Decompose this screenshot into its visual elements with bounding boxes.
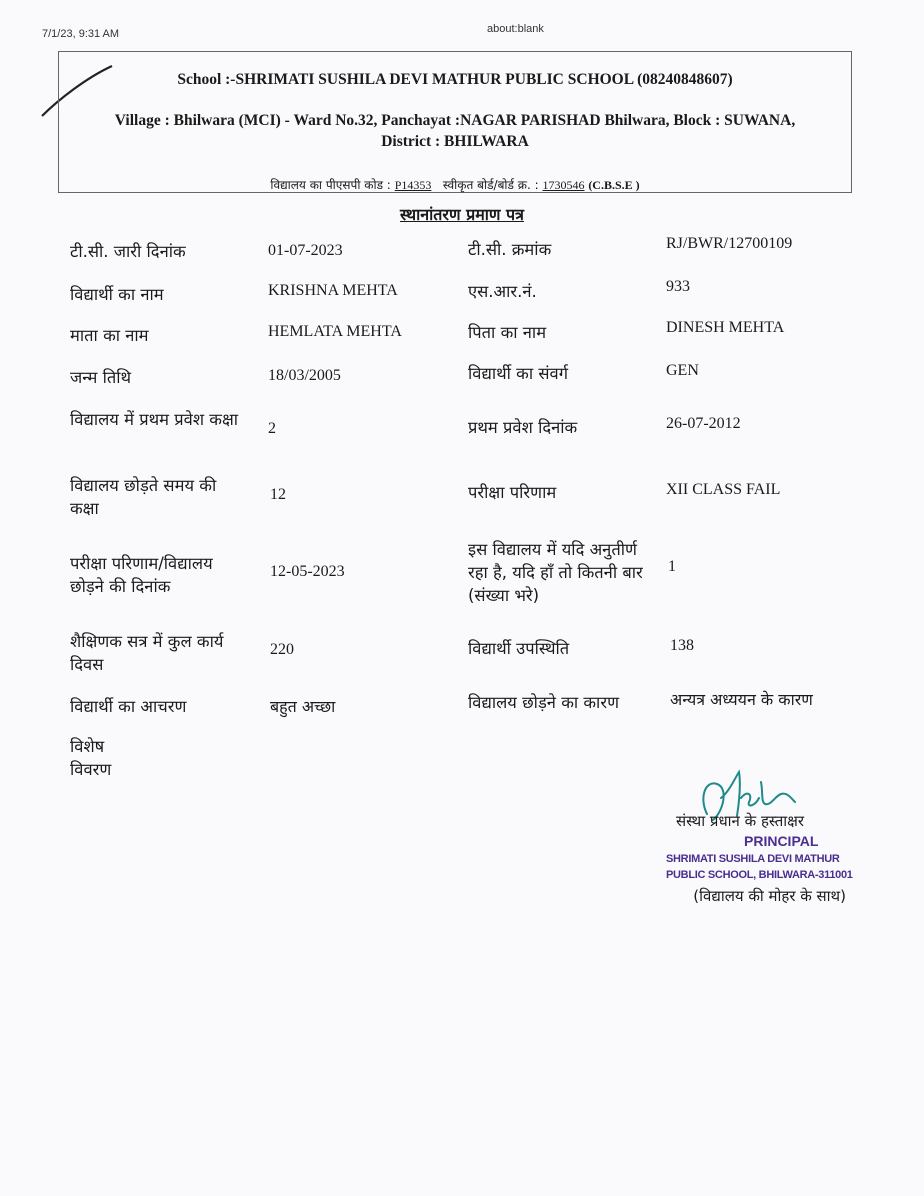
- tc-issue-date-label: टी.सी. जारी दिनांक: [70, 242, 186, 261]
- leaving-reason-value: अन्यत्र अध्ययन के कारण: [670, 690, 813, 709]
- leaving-class-value: 12: [270, 486, 286, 503]
- category-label: विद्यार्थी का संवर्ग: [468, 364, 568, 383]
- times-failed-label: इस विद्यालय में यदि अनुतीर्ण रहा है, यदि हाँ तो कितनी बार (संख्या भरे): [468, 540, 643, 605]
- stamp-school-address: PUBLIC SCHOOL, BHILWARA-311001: [666, 869, 853, 881]
- document-title: स्थानांतरण प्रमाण पत्र: [400, 205, 524, 224]
- attendance-label: विद्यार्थी उपस्थिति: [468, 639, 570, 658]
- father-name-label: पिता का नाम: [468, 323, 547, 342]
- dob-value: 18/03/2005: [268, 367, 341, 384]
- signature-label: संस्था प्रधान के हस्ताक्षर: [676, 812, 805, 830]
- mother-name-value: HEMLATA MEHTA: [268, 323, 402, 340]
- school-name: School :-SHRIMATI SUSHILA DEVI MATHUR PUBLIC SCHOOL (08240848607): [177, 71, 733, 88]
- tc-number-label: टी.सी. क्रमांक: [468, 240, 552, 259]
- stamp-school-name: SHRIMATI SUSHILA DEVI MATHUR: [666, 853, 840, 865]
- mother-name-label: माता का नाम: [70, 326, 149, 345]
- board-name: (C.B.S.E ): [588, 178, 640, 192]
- student-name-label: विद्यार्थी का नाम: [70, 285, 164, 304]
- leaving-reason-label: विद्यालय छोड़ने का कारण: [468, 693, 620, 712]
- school-address: Village : Bhilwara (MCI) - Ward No.32, Panchayat :NAGAR PARISHAD Bhilwara, Block : SUWANA, District : BHILWARA: [114, 112, 796, 150]
- working-days-value: 220: [270, 641, 294, 658]
- result-leaving-date-value: 12-05-2023: [270, 563, 345, 580]
- student-name-value: KRISHNA MEHTA: [268, 282, 398, 299]
- sr-number-value: 933: [666, 278, 690, 295]
- first-admission-class-label: विद्यालय में प्रथम प्रवेश कक्षा: [70, 410, 239, 429]
- psp-code: P14353: [394, 178, 432, 192]
- sr-number-label: एस.आर.नं.: [468, 282, 537, 301]
- times-failed-value: 1: [668, 558, 676, 575]
- attendance-value: 138: [670, 637, 694, 654]
- school-codes: [59, 176, 851, 193]
- first-admission-date-label: प्रथम प्रवेश दिनांक: [468, 418, 578, 437]
- print-url: about:blank: [487, 23, 544, 35]
- stamp-title: PRINCIPAL: [744, 833, 819, 849]
- conduct-label: विद्यार्थी का आचरण: [70, 697, 187, 716]
- board-number: 1730546: [542, 178, 585, 192]
- tc-number-value: RJ/BWR/12700109: [666, 235, 793, 252]
- working-days-label: शैक्षिणक सत्र में कुल कार्य दिवस: [70, 632, 224, 674]
- dob-label: जन्म तिथि: [70, 368, 132, 387]
- conduct-value: बहुत अच्छा: [270, 697, 336, 716]
- exam-result-label: परीक्षा परिणाम: [468, 483, 557, 502]
- tc-issue-date-value: 01-07-2023: [268, 242, 343, 259]
- category-value: GEN: [666, 362, 699, 379]
- psp-code-label: विद्यालय का पीएसपी कोड :: [270, 178, 391, 192]
- school-header-box: [58, 51, 852, 193]
- remarks-label: विशेष विवरण: [70, 737, 112, 779]
- father-name-value: DINESH MEHTA: [666, 319, 785, 336]
- print-date: 7/1/23, 9:31 AM: [42, 28, 120, 40]
- first-admission-class-value: 2: [268, 420, 276, 437]
- board-label: स्वीकृत बोर्ड/बोर्ड क्र. :: [442, 178, 539, 192]
- exam-result-value: XII CLASS FAIL: [666, 481, 781, 498]
- seal-note: (विद्यालय की मोहर के साथ): [693, 887, 846, 905]
- result-leaving-date-label: परीक्षा परिणाम/विद्यालय छोड़ने की दिनांक: [70, 554, 213, 596]
- leaving-class-label: विद्यालय छोड़ते समय की कक्षा: [70, 476, 217, 518]
- first-admission-date-value: 26-07-2012: [666, 415, 741, 432]
